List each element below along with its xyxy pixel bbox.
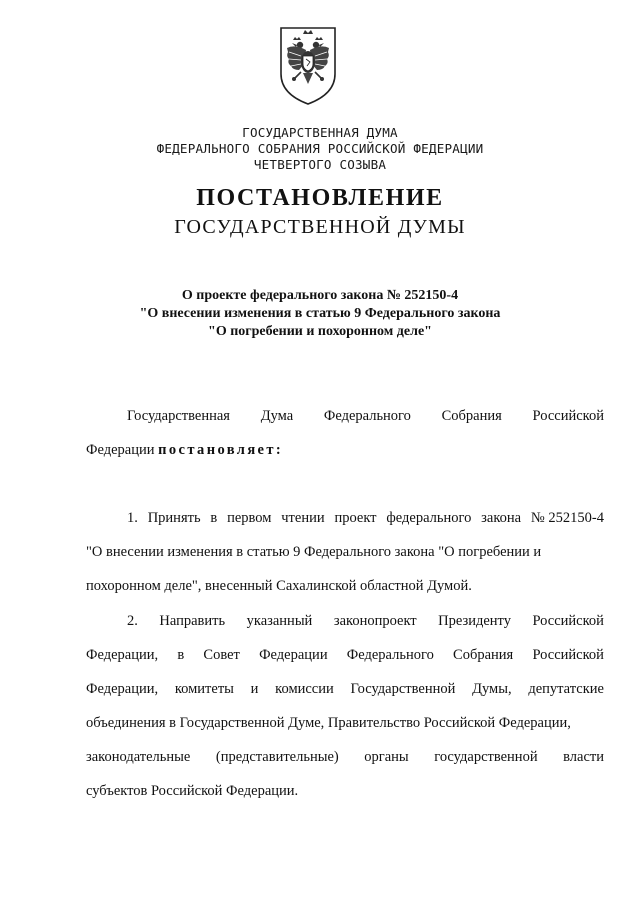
item1-line-3: похоронном деле", внесенный Сахалинской областной Думой. [86,578,472,594]
preamble-prefix: Федерации [86,442,159,458]
word: указанный [246,613,313,629]
word: Направить [159,613,226,629]
word: Думы, [472,681,512,697]
item2-line-4: объединения в Государственной Думе, Правительство Российской Федерации, [86,715,571,731]
item2-line-5 [86,748,604,766]
word: в [177,647,185,663]
word: Федерального [346,647,434,663]
word: чтении [281,510,325,526]
coat-of-arms-emblem [273,18,343,106]
word: Российской [532,647,604,663]
document-subtitle: ГОСУДАРСТВЕННОЙ ДУМЫ [174,216,466,238]
word: (представительные) [215,749,339,765]
word: Собрания [453,647,514,663]
preamble-line-2 [86,441,604,459]
item1-line-2: "О внесении изменения в статью 9 Федерального закона "О погребении и [86,544,542,560]
header-line-2: ФЕДЕРАЛЬНОГО СОБРАНИЯ РОССИЙСКОЙ ФЕДЕРАЦИИ [156,141,484,156]
word: Совет [203,647,240,663]
word: законодательные [86,749,191,765]
word: Собрания [441,408,502,424]
document-title: ПОСТАНОВЛЕНИЕ [196,185,444,211]
word: Российской [532,613,604,629]
word: и [250,681,259,697]
item2-line-2 [86,646,604,664]
word: Президенту [438,613,511,629]
word: органы [364,749,409,765]
word: Государственная [127,408,230,424]
header-line-3: ЧЕТВЕРТОГО СОЗЫВА [253,157,387,172]
word: первом [227,510,272,526]
word: законопроект [333,613,417,629]
word: Государственной [350,681,456,697]
word: в [210,510,218,526]
word: Федерального [323,408,411,424]
word: комитеты [174,681,234,697]
word: депутатские [528,681,604,697]
preamble-verb: постановляет: [158,442,284,458]
item2-line-6: субъектов Российской Федерации. [86,783,299,799]
word: федерального [386,510,472,526]
item2-line-3 [86,680,604,698]
word: государственной [434,749,538,765]
word: 2. [127,613,138,629]
word: проект [334,510,377,526]
subject-line-3: "О погребении и похоронном деле" [208,324,432,339]
word: власти [563,749,604,765]
word: Федерации, [86,681,159,697]
preamble-line-1 [127,407,604,425]
word: Федерации [259,647,328,663]
word: Принять [147,510,201,526]
word: закона [481,510,522,526]
word: 1. [127,510,138,526]
header-line-1: ГОСУДАРСТВЕННАЯ ДУМА [242,125,398,140]
word: комиссии [275,681,334,697]
word: Российской [532,408,604,424]
item2-line-1 [127,612,604,630]
item1-line-1 [127,509,604,527]
subject-line-2: "О внесении изменения в статью 9 Федерального закона [139,306,501,321]
subject-line-1: О проекте федерального закона № 252150-4 [181,288,459,303]
word: Дума [260,408,294,424]
word: № 252150-4 [530,510,604,526]
word: Федерации, [86,647,159,663]
